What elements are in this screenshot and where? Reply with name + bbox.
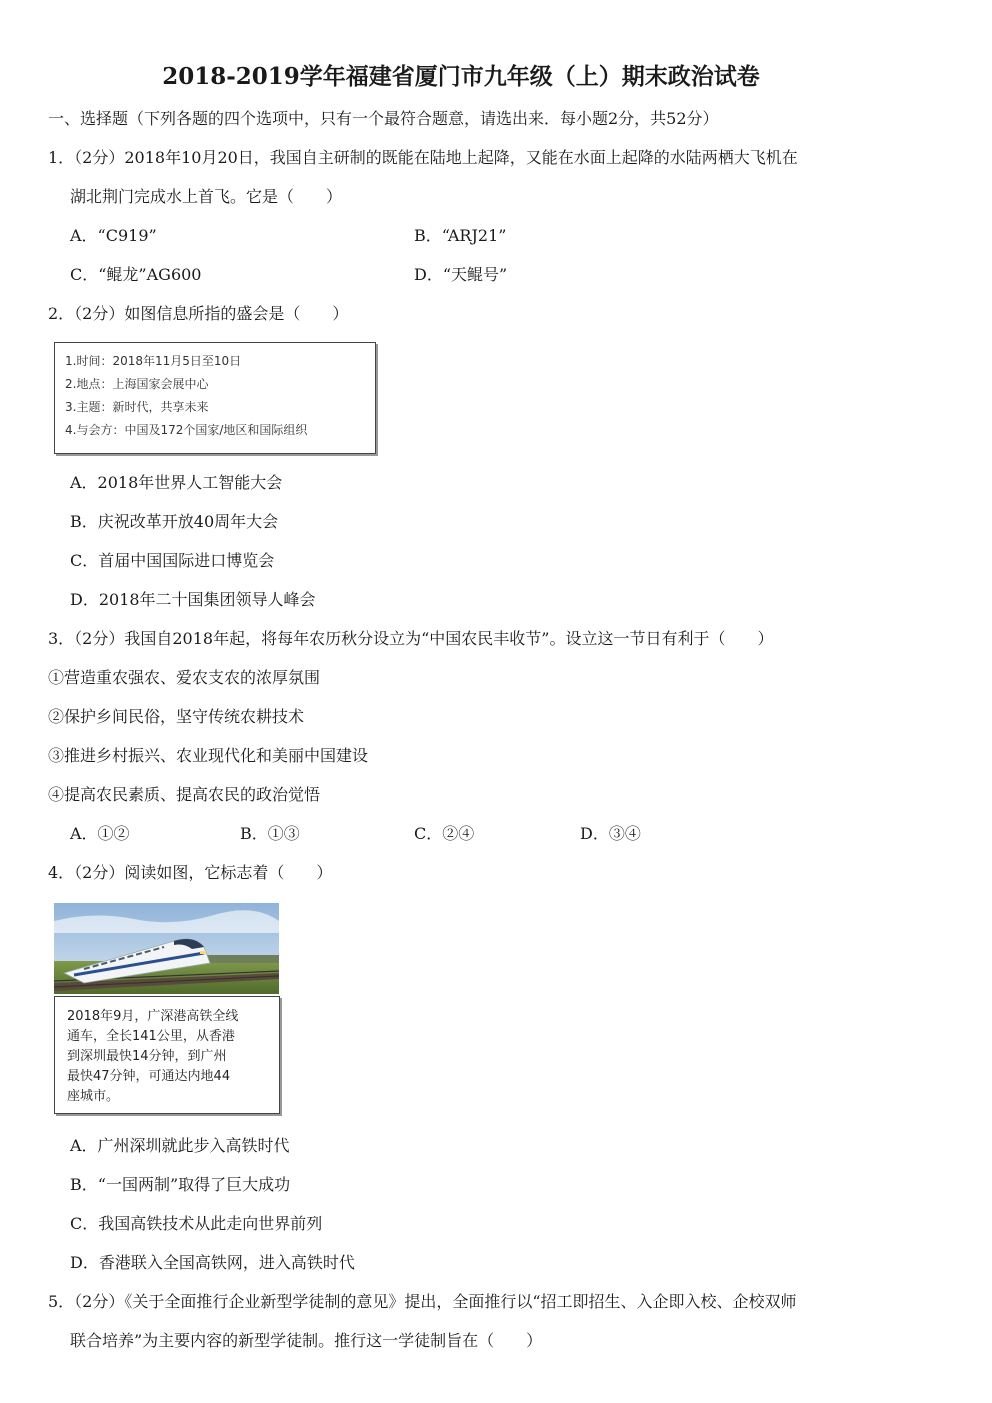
q3-item: ②保护乡间民俗，坚守传统农耕技术 — [48, 707, 305, 726]
q4-stem: 4．（2分）阅读如图，它标志着（ ） — [48, 863, 333, 882]
q2-option-b: B．庆祝改革开放40周年大会 — [70, 512, 279, 531]
q2-option-d: D．2018年二十国集团领导人峰会 — [70, 590, 316, 609]
q3-item: ④提高农民素质、提高农民的政治觉悟 — [48, 785, 321, 804]
q2-info-line: 3.主题：新时代，共享未来 — [65, 400, 209, 414]
page-title: 2018-2019学年福建省厦门市九年级（上）期末政治试卷 — [162, 63, 760, 90]
high-speed-train-photo — [54, 903, 279, 994]
train-illustration — [54, 903, 279, 994]
q2-option-c: C．首届中国国际进口博览会 — [70, 551, 275, 570]
q1-option-d: D．“天鲲号” — [414, 265, 508, 284]
q2-stem: 2．（2分）如图信息所指的盛会是（ ） — [48, 304, 349, 323]
q3-option-d: D．③④ — [580, 824, 641, 843]
q4-caption-line: 最快47分钟，可通达内地44 — [67, 1069, 231, 1084]
q2-info-line: 4.与会方：中国及172个国家/地区和国际组织 — [65, 423, 308, 437]
q1-option-a: A．“C919” — [70, 226, 157, 245]
q1-stem-line2: 湖北荆门完成水上首飞。它是（ ） — [70, 187, 343, 206]
q1-stem-line1: 1．（2分）2018年10月20日，我国自主研制的既能在陆地上起降，又能在水面上起降的水陆两栖大飞机在 — [48, 148, 798, 167]
q4-caption-line: 2018年9月，广深港高铁全线 — [67, 1009, 239, 1024]
q3-item: ③推进乡村振兴、农业现代化和美丽中国建设 — [48, 746, 369, 765]
q2-info-line: 1.时间：2018年11月5日至10日 — [65, 354, 242, 368]
q3-stem: 3．（2分）我国自2018年起，将每年农历秋分设立为“中国农民丰收节”。设立这一节日有利于（ ） — [48, 629, 774, 648]
q3-option-b: B．①③ — [240, 824, 300, 843]
q4-option-a: A．广州深圳就此步入高铁时代 — [70, 1136, 290, 1155]
q4-caption-line: 到深圳最快14分钟，到广州 — [67, 1049, 227, 1064]
q2-info-box — [54, 342, 376, 454]
q1-option-c: C．“鲲龙”AG600 — [70, 265, 202, 284]
q1-option-b: B．“ARJ21” — [414, 226, 507, 245]
q3-option-c: C．②④ — [414, 824, 475, 843]
q4-option-d: D．香港联入全国高铁网，进入高铁时代 — [70, 1253, 355, 1272]
q3-option-a: A．①② — [70, 824, 130, 843]
q3-item: ①营造重农强农、爱农支农的浓厚氛围 — [48, 668, 321, 687]
q4-caption-box — [54, 996, 280, 1114]
q4-option-c: C．我国高铁技术从此走向世界前列 — [70, 1214, 323, 1233]
q2-option-a: A．2018年世界人工智能大会 — [70, 473, 283, 492]
q4-option-b: B．“一国两制”取得了巨大成功 — [70, 1175, 291, 1194]
q2-info-line: 2.地点：上海国家会展中心 — [65, 377, 209, 391]
q4-caption-line: 座城市。 — [67, 1089, 120, 1104]
q5-stem-line2: 联合培养”为主要内容的新型学徒制。推行这一学徒制旨在（ ） — [70, 1331, 543, 1350]
q4-caption-line: 通车，全长141公里，从香港 — [67, 1029, 235, 1044]
q5-stem-line1: 5．（2分）《关于全面推行企业新型学徒制的意见》提出，全面推行以“招工即招生、入企即入校、企校双师 — [48, 1292, 797, 1311]
section-heading: 一、选择题（下列各题的四个选项中，只有一个最符合题意，请选出来．每小题2分，共52分） — [48, 109, 719, 128]
